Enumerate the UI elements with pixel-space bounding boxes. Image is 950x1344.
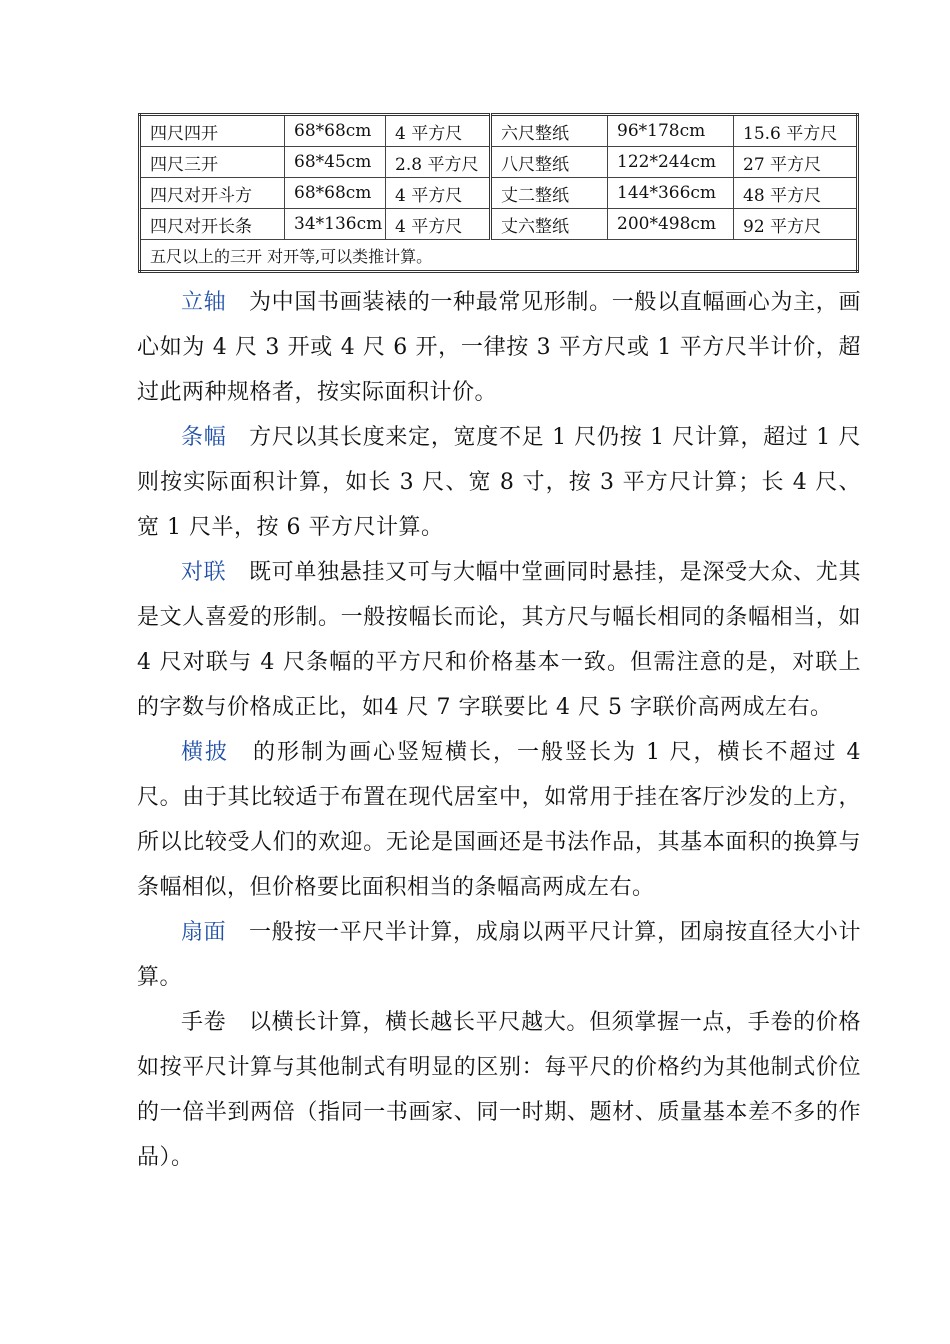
table-row (140, 178, 858, 209)
term-label: 横披 (181, 740, 229, 765)
table-cell: 八尺整纸 (491, 147, 608, 178)
paragraph-duilian (137, 550, 861, 730)
paragraph-text: 以横长计算，横长越长平尺越大。但须掌握一点，手卷的价格如按平尺计算与其他制式有明显的区别：每平尺的价格约为其他制式价位的一倍半到两倍（指同一书画家、同一时期、题材、质量基本差不多的作品）。 (137, 1010, 861, 1170)
table-cell: 144*366cm (608, 178, 734, 209)
paper-size-table (138, 113, 859, 273)
paragraph-tiaofu (137, 415, 861, 550)
paragraph-text: 方尺以其长度来定，宽度不足 1 尺仍按 1 尺计算，超过 1 尺则按实际面积计算，如长 3 尺、宽 8 寸，按 3 平方尺计算；长 4 尺、宽 1 尺半，按 6 平方尺计算。 (137, 425, 861, 540)
table-cell: 68*68cm (285, 178, 386, 209)
table-cell: 4 平方尺 (386, 209, 491, 240)
term-label: 立轴 (181, 290, 227, 315)
table-note: 五尺以上的三开 对开等,可以类推计算。 (140, 240, 858, 272)
table-cell: 四尺三开 (140, 147, 285, 178)
table-cell: 68*45cm (285, 147, 386, 178)
term-label: 扇面 (181, 920, 227, 945)
table-note-row (140, 240, 858, 272)
table-cell: 34*136cm (285, 209, 386, 240)
table-cell: 15.6 平方尺 (734, 115, 858, 147)
term-label: 对联 (181, 560, 227, 585)
paragraph-text: 为中国书画装裱的一种最常见形制。一般以直幅画心为主，画心如为 4 尺 3 开或 4 尺 6 开，一律按 3 平方尺或 1 平方尺半计价，超过此两种规格者，按实际面积计价。 (137, 290, 861, 405)
paragraph-text: 的形制为画心竖短横长，一般竖长为 1 尺，横长不超过 4 尺。由于其比较适于布置在现代居室中，如常用于挂在客厅沙发的上方，所以比较受人们的欢迎。无论是国画还是书法作品，其基本面积的换算与条幅相似，但价格要比面积相当的条幅高两成左右。 (137, 740, 861, 900)
table-cell: 122*244cm (608, 147, 734, 178)
table-cell: 丈二整纸 (491, 178, 608, 209)
table-cell: 四尺四开 (140, 115, 285, 147)
table-cell: 4 平方尺 (386, 115, 491, 147)
table-cell: 68*68cm (285, 115, 386, 147)
table-cell: 丈六整纸 (491, 209, 608, 240)
table-row (140, 147, 858, 178)
table-cell: 六尺整纸 (491, 115, 608, 147)
table-cell: 四尺对开长条 (140, 209, 285, 240)
term-label: 条幅 (181, 425, 227, 450)
term-label: 手卷 (181, 1010, 227, 1035)
paragraph-text: 既可单独悬挂又可与大幅中堂画同时悬挂，是深受大众、尤其是文人喜爱的形制。一般按幅长而论，其方尺与幅长相同的条幅相当，如 4 尺对联与 4 尺条幅的平方尺和价格基本一致。但需注意的是，对联上的字数与价格成正比，如4 尺 7 字联要比 4 尺 5 字联价高两成左右。 (137, 560, 861, 720)
table-cell: 200*498cm (608, 209, 734, 240)
table-cell: 27 平方尺 (734, 147, 858, 178)
paragraph-text: 一般按一平尺半计算，成扇以两平尺计算，团扇按直径大小计算。 (137, 920, 861, 990)
table-cell: 96*178cm (608, 115, 734, 147)
table-cell: 92 平方尺 (734, 209, 858, 240)
table-row (140, 209, 858, 240)
paragraph-shanmian (137, 910, 861, 1000)
table-cell: 四尺对开斗方 (140, 178, 285, 209)
table-row (140, 115, 858, 147)
table-cell: 2.8 平方尺 (386, 147, 491, 178)
table-cell: 48 平方尺 (734, 178, 858, 209)
paragraph-hengpi (137, 730, 861, 910)
table-cell: 4 平方尺 (386, 178, 491, 209)
body-text (137, 280, 861, 1180)
paragraph-lizhou (137, 280, 861, 415)
paragraph-shoujuan (137, 1000, 861, 1180)
